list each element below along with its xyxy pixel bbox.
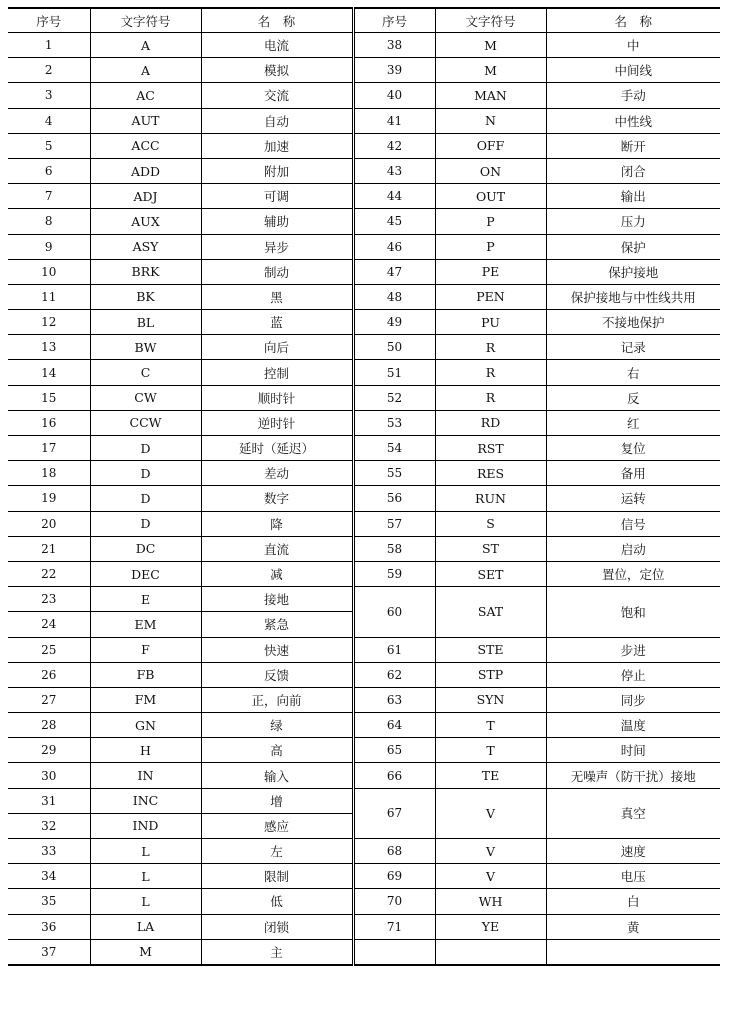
- symbol-name-cell: 接地: [201, 587, 353, 612]
- serial-number-cell: 51: [353, 360, 435, 385]
- symbol-name-cell: 黑: [201, 284, 353, 309]
- serial-number-cell: 61: [353, 637, 435, 662]
- symbol-code-cell: RES: [435, 461, 546, 486]
- serial-number-cell: 39: [353, 58, 435, 83]
- symbol-code-cell: CCW: [90, 410, 201, 435]
- header-code-left: 文字符号: [90, 8, 201, 33]
- serial-number-cell: 46: [353, 234, 435, 259]
- symbol-name-cell: 中间线: [546, 58, 720, 83]
- symbol-name-cell: 温度: [546, 713, 720, 738]
- symbol-name-cell: 右: [546, 360, 720, 385]
- table-row: [8, 864, 720, 889]
- serial-number-cell: 50: [353, 335, 435, 360]
- symbol-code-cell: AUT: [90, 108, 201, 133]
- table-row: [8, 788, 720, 813]
- symbol-code-cell: DC: [90, 536, 201, 561]
- symbol-code-cell: RUN: [435, 486, 546, 511]
- symbol-name-cell: 中: [546, 33, 720, 58]
- symbol-code-cell: L: [90, 839, 201, 864]
- serial-number-cell: 54: [353, 436, 435, 461]
- header-no-left: 序号: [8, 8, 90, 33]
- table-row: [8, 259, 720, 284]
- table-row: [8, 738, 720, 763]
- symbol-name-cell: 真空: [546, 788, 720, 838]
- symbol-name-cell: 黄: [546, 914, 720, 939]
- empty-cell: [546, 939, 720, 965]
- symbol-code-cell: IND: [90, 813, 201, 838]
- empty-cell: [353, 939, 435, 965]
- symbol-name-cell: 增: [201, 788, 353, 813]
- symbol-code-cell: RD: [435, 410, 546, 435]
- symbol-code-cell: PE: [435, 259, 546, 284]
- serial-number-cell: 11: [8, 284, 90, 309]
- symbol-code-cell: BL: [90, 310, 201, 335]
- symbol-name-cell: 紧急: [201, 612, 353, 637]
- symbol-code-cell: M: [435, 33, 546, 58]
- symbol-name-cell: 感应: [201, 813, 353, 838]
- serial-number-cell: 38: [353, 33, 435, 58]
- serial-number-cell: 14: [8, 360, 90, 385]
- symbol-name-cell: 限制: [201, 864, 353, 889]
- symbol-code-cell: T: [435, 713, 546, 738]
- table-row: [8, 763, 720, 788]
- symbol-code-cell: ADJ: [90, 184, 201, 209]
- symbol-code-cell: R: [435, 385, 546, 410]
- table-row: [8, 335, 720, 360]
- serial-number-cell: 30: [8, 763, 90, 788]
- table-row: [8, 158, 720, 183]
- serial-number-cell: 17: [8, 436, 90, 461]
- symbol-code-cell: R: [435, 360, 546, 385]
- serial-number-cell: 56: [353, 486, 435, 511]
- symbol-name-cell: 步进: [546, 637, 720, 662]
- table-row: [8, 637, 720, 662]
- symbol-name-cell: 时间: [546, 738, 720, 763]
- serial-number-cell: 41: [353, 108, 435, 133]
- serial-number-cell: 35: [8, 889, 90, 914]
- serial-number-cell: 4: [8, 108, 90, 133]
- symbol-code-cell: PU: [435, 310, 546, 335]
- table-row: [8, 436, 720, 461]
- symbol-code-cell: LA: [90, 914, 201, 939]
- symbol-code-cell: SAT: [435, 587, 546, 637]
- symbol-name-cell: 正，向前: [201, 687, 353, 712]
- serial-number-cell: 9: [8, 234, 90, 259]
- serial-number-cell: 49: [353, 310, 435, 335]
- symbol-name-cell: 直流: [201, 536, 353, 561]
- symbol-name-cell: 断开: [546, 133, 720, 158]
- symbol-code-cell: M: [435, 58, 546, 83]
- symbol-code-cell: D: [90, 511, 201, 536]
- serial-number-cell: 64: [353, 713, 435, 738]
- symbol-code-cell: A: [90, 33, 201, 58]
- symbol-code-cell: P: [435, 234, 546, 259]
- symbol-name-cell: 红: [546, 410, 720, 435]
- symbol-name-cell: 保护: [546, 234, 720, 259]
- table-row: [8, 511, 720, 536]
- serial-number-cell: 71: [353, 914, 435, 939]
- serial-number-cell: 6: [8, 158, 90, 183]
- symbol-code-cell: L: [90, 889, 201, 914]
- serial-number-cell: 15: [8, 385, 90, 410]
- symbol-name-cell: 电流: [201, 33, 353, 58]
- table-row: [8, 284, 720, 309]
- symbol-name-cell: 不接地保护: [546, 310, 720, 335]
- table-row: [8, 687, 720, 712]
- symbol-code-cell: N: [435, 108, 546, 133]
- table-row: [8, 587, 720, 612]
- symbol-code-cell: ASY: [90, 234, 201, 259]
- symbol-code-cell: R: [435, 335, 546, 360]
- symbol-code-cell: V: [435, 864, 546, 889]
- symbol-code-cell: SYN: [435, 687, 546, 712]
- table-row: [8, 410, 720, 435]
- symbol-code-cell: ON: [435, 158, 546, 183]
- symbol-code-cell: V: [435, 788, 546, 838]
- symbol-name-cell: 输出: [546, 184, 720, 209]
- serial-number-cell: 13: [8, 335, 90, 360]
- table-row: [8, 914, 720, 939]
- symbol-name-cell: 反馈: [201, 662, 353, 687]
- serial-number-cell: 63: [353, 687, 435, 712]
- symbol-code-cell: GN: [90, 713, 201, 738]
- symbol-name-cell: 顺时针: [201, 385, 353, 410]
- serial-number-cell: 48: [353, 284, 435, 309]
- symbol-code-cell: CW: [90, 385, 201, 410]
- serial-number-cell: 42: [353, 133, 435, 158]
- serial-number-cell: 2: [8, 58, 90, 83]
- symbol-name-cell: 备用: [546, 461, 720, 486]
- symbol-name-cell: 低: [201, 889, 353, 914]
- serial-number-cell: 69: [353, 864, 435, 889]
- serial-number-cell: 58: [353, 536, 435, 561]
- serial-number-cell: 27: [8, 687, 90, 712]
- serial-number-cell: 16: [8, 410, 90, 435]
- serial-number-cell: 28: [8, 713, 90, 738]
- symbol-name-cell: 无噪声（防干扰）接地: [546, 763, 720, 788]
- serial-number-cell: 31: [8, 788, 90, 813]
- serial-number-cell: 53: [353, 410, 435, 435]
- symbol-code-cell: E: [90, 587, 201, 612]
- table-row: [8, 939, 720, 965]
- symbol-name-cell: 置位，定位: [546, 561, 720, 586]
- symbol-name-cell: 向后: [201, 335, 353, 360]
- serial-number-cell: 52: [353, 385, 435, 410]
- symbol-name-cell: 附加: [201, 158, 353, 183]
- serial-number-cell: 47: [353, 259, 435, 284]
- symbol-name-cell: 逆时针: [201, 410, 353, 435]
- serial-number-cell: 65: [353, 738, 435, 763]
- symbol-name-cell: 白: [546, 889, 720, 914]
- table-row: [8, 58, 720, 83]
- serial-number-cell: 25: [8, 637, 90, 662]
- serial-number-cell: 1: [8, 33, 90, 58]
- symbol-name-cell: 模拟: [201, 58, 353, 83]
- symbol-code-cell: OUT: [435, 184, 546, 209]
- table-row: [8, 385, 720, 410]
- serial-number-cell: 60: [353, 587, 435, 637]
- symbol-code-cell: BK: [90, 284, 201, 309]
- serial-number-cell: 7: [8, 184, 90, 209]
- symbol-name-cell: 减: [201, 561, 353, 586]
- serial-number-cell: 33: [8, 839, 90, 864]
- serial-number-cell: 32: [8, 813, 90, 838]
- symbol-name-cell: 数字: [201, 486, 353, 511]
- table-row: [8, 209, 720, 234]
- serial-number-cell: 37: [8, 939, 90, 965]
- symbol-name-cell: 差动: [201, 461, 353, 486]
- symbol-name-cell: 运转: [546, 486, 720, 511]
- symbol-code-cell: STP: [435, 662, 546, 687]
- header-name-right: 名 称: [546, 8, 720, 33]
- serial-number-cell: 21: [8, 536, 90, 561]
- table-header: [8, 8, 720, 33]
- symbol-code-cell: RST: [435, 436, 546, 461]
- symbol-code-cell: D: [90, 486, 201, 511]
- serial-number-cell: 22: [8, 561, 90, 586]
- empty-cell: [435, 939, 546, 965]
- table-row: [8, 184, 720, 209]
- table-row: [8, 360, 720, 385]
- symbol-code-cell: PEN: [435, 284, 546, 309]
- symbol-name-cell: 可调: [201, 184, 353, 209]
- table-row: [8, 234, 720, 259]
- table-row: [8, 108, 720, 133]
- symbol-code-cell: DEC: [90, 561, 201, 586]
- symbol-code-cell: IN: [90, 763, 201, 788]
- serial-number-cell: 8: [8, 209, 90, 234]
- symbol-name-cell: 左: [201, 839, 353, 864]
- symbol-code-cell: EM: [90, 612, 201, 637]
- symbol-name-cell: 启动: [546, 536, 720, 561]
- serial-number-cell: 24: [8, 612, 90, 637]
- serial-number-cell: 57: [353, 511, 435, 536]
- table-row: [8, 461, 720, 486]
- serial-number-cell: 36: [8, 914, 90, 939]
- symbol-code-cell: FM: [90, 687, 201, 712]
- table-row: [8, 889, 720, 914]
- symbol-name-cell: 记录: [546, 335, 720, 360]
- symbol-name-cell: 制动: [201, 259, 353, 284]
- symbol-code-cell: ACC: [90, 133, 201, 158]
- symbol-name-cell: 控制: [201, 360, 353, 385]
- symbol-code-cell: H: [90, 738, 201, 763]
- serial-number-cell: 12: [8, 310, 90, 335]
- symbol-code-cell: BRK: [90, 259, 201, 284]
- symbol-name-cell: 反: [546, 385, 720, 410]
- serial-number-cell: 44: [353, 184, 435, 209]
- serial-number-cell: 55: [353, 461, 435, 486]
- symbol-code-cell: SET: [435, 561, 546, 586]
- symbol-name-cell: 电压: [546, 864, 720, 889]
- symbol-code-cell: ADD: [90, 158, 201, 183]
- serial-number-cell: 10: [8, 259, 90, 284]
- serial-number-cell: 20: [8, 511, 90, 536]
- symbol-code-cell: ST: [435, 536, 546, 561]
- symbol-name-cell: 高: [201, 738, 353, 763]
- symbol-code-cell: P: [435, 209, 546, 234]
- symbol-name-cell: 延时（延迟）: [201, 436, 353, 461]
- table-body: [8, 33, 720, 965]
- symbol-name-cell: 绿: [201, 713, 353, 738]
- serial-number-cell: 19: [8, 486, 90, 511]
- symbol-code-cell: T: [435, 738, 546, 763]
- table-row: [8, 839, 720, 864]
- table-row: [8, 561, 720, 586]
- serial-number-cell: 3: [8, 83, 90, 108]
- symbol-name-cell: 保护接地与中性线共用: [546, 284, 720, 309]
- symbol-name-cell: 保护接地: [546, 259, 720, 284]
- symbol-name-cell: 停止: [546, 662, 720, 687]
- symbol-code-cell: WH: [435, 889, 546, 914]
- table-row: [8, 133, 720, 158]
- serial-number-cell: 40: [353, 83, 435, 108]
- serial-number-cell: 5: [8, 133, 90, 158]
- symbol-code-cell: D: [90, 436, 201, 461]
- symbol-name-cell: 饱和: [546, 587, 720, 637]
- serial-number-cell: 43: [353, 158, 435, 183]
- symbol-name-cell: 辅助: [201, 209, 353, 234]
- serial-number-cell: 29: [8, 738, 90, 763]
- serial-number-cell: 67: [353, 788, 435, 838]
- symbol-code-cell: STE: [435, 637, 546, 662]
- table-row: [8, 83, 720, 108]
- symbol-name-cell: 主: [201, 939, 353, 965]
- serial-number-cell: 18: [8, 461, 90, 486]
- symbol-name-cell: 自动: [201, 108, 353, 133]
- symbol-name-cell: 降: [201, 511, 353, 536]
- serial-number-cell: 68: [353, 839, 435, 864]
- symbol-code-cell: S: [435, 511, 546, 536]
- symbol-code-cell: INC: [90, 788, 201, 813]
- serial-number-cell: 45: [353, 209, 435, 234]
- symbol-code-cell: AC: [90, 83, 201, 108]
- symbol-code-cell: M: [90, 939, 201, 965]
- symbol-code-cell: YE: [435, 914, 546, 939]
- table-row: [8, 662, 720, 687]
- symbol-code-cell: A: [90, 58, 201, 83]
- symbol-name-cell: 同步: [546, 687, 720, 712]
- table-row: [8, 33, 720, 58]
- symbol-code-cell: AUX: [90, 209, 201, 234]
- symbol-name-cell: 闭合: [546, 158, 720, 183]
- serial-number-cell: 23: [8, 587, 90, 612]
- symbol-code-cell: L: [90, 864, 201, 889]
- table-row: [8, 713, 720, 738]
- symbol-code-cell: OFF: [435, 133, 546, 158]
- symbol-name-cell: 手动: [546, 83, 720, 108]
- symbol-name-cell: 异步: [201, 234, 353, 259]
- symbol-code-cell: D: [90, 461, 201, 486]
- symbol-code-cell: MAN: [435, 83, 546, 108]
- symbol-name-cell: 加速: [201, 133, 353, 158]
- symbol-code-cell: TE: [435, 763, 546, 788]
- serial-number-cell: 59: [353, 561, 435, 586]
- symbol-table: [8, 7, 720, 966]
- serial-number-cell: 66: [353, 763, 435, 788]
- table-row: [8, 486, 720, 511]
- symbol-code-cell: F: [90, 637, 201, 662]
- serial-number-cell: 26: [8, 662, 90, 687]
- symbol-name-cell: 复位: [546, 436, 720, 461]
- table-row: [8, 536, 720, 561]
- symbol-name-cell: 快速: [201, 637, 353, 662]
- serial-number-cell: 62: [353, 662, 435, 687]
- symbol-name-cell: 中性线: [546, 108, 720, 133]
- symbol-name-cell: 压力: [546, 209, 720, 234]
- symbol-name-cell: 输入: [201, 763, 353, 788]
- table-row: [8, 310, 720, 335]
- symbol-code-cell: V: [435, 839, 546, 864]
- header-code-right: 文字符号: [435, 8, 546, 33]
- header-name-left: 名 称: [201, 8, 353, 33]
- symbol-name-cell: 速度: [546, 839, 720, 864]
- symbol-code-cell: BW: [90, 335, 201, 360]
- header-no-right: 序号: [353, 8, 435, 33]
- symbol-name-cell: 信号: [546, 511, 720, 536]
- symbol-name-cell: 蓝: [201, 310, 353, 335]
- serial-number-cell: 34: [8, 864, 90, 889]
- symbol-code-cell: C: [90, 360, 201, 385]
- symbol-name-cell: 交流: [201, 83, 353, 108]
- symbol-code-cell: FB: [90, 662, 201, 687]
- serial-number-cell: 70: [353, 889, 435, 914]
- symbol-name-cell: 闭锁: [201, 914, 353, 939]
